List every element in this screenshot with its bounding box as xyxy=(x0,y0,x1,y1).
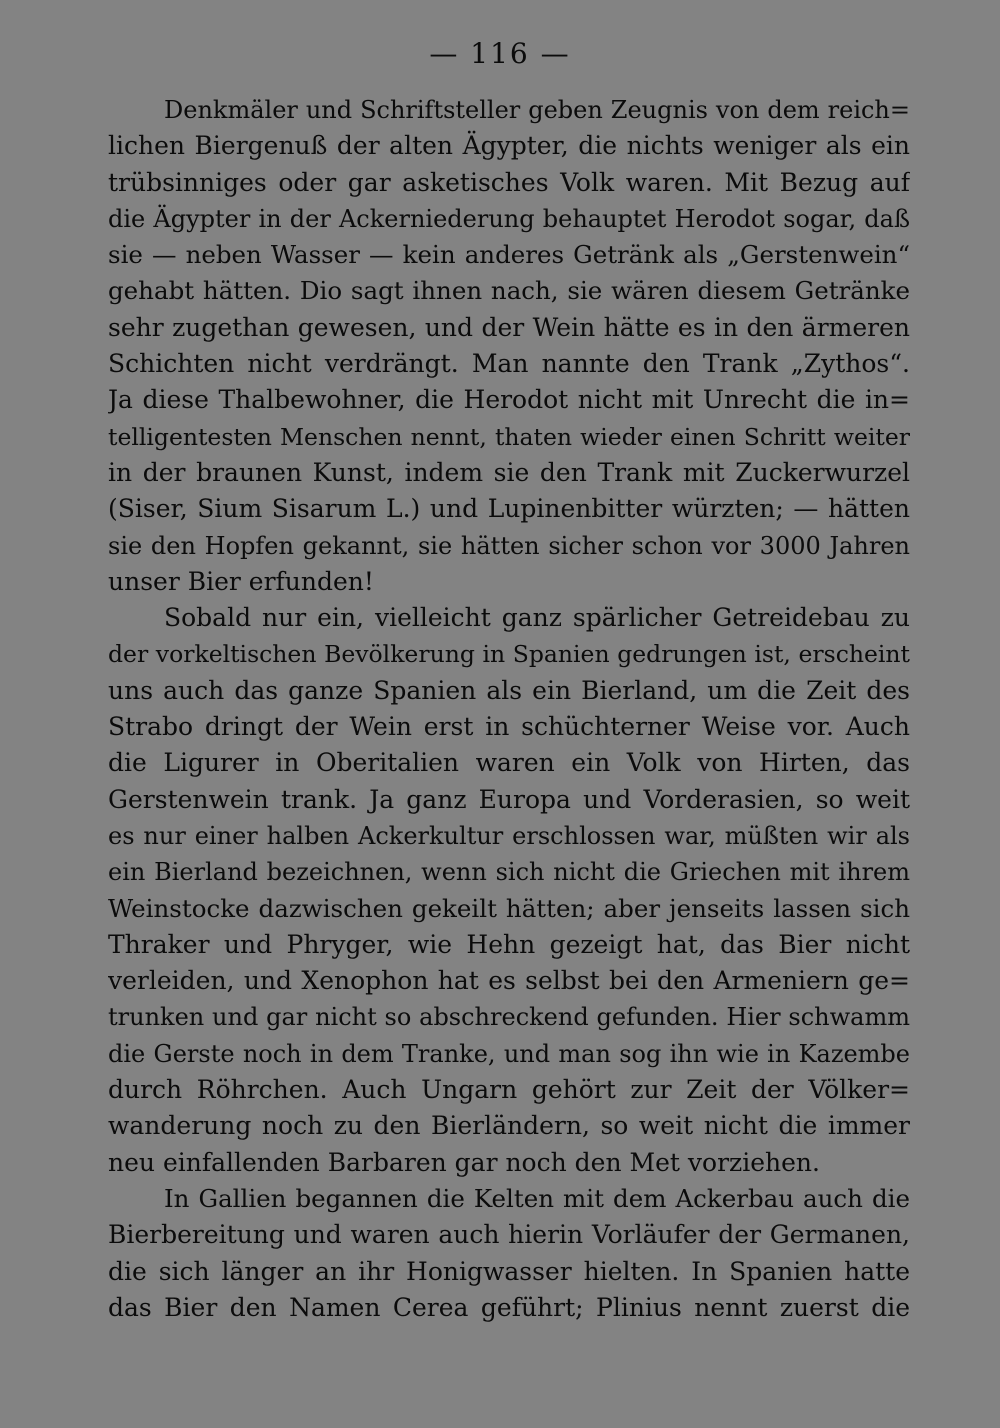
text-line: Sobald nur ein, vielleicht ganz spärlicher Getreidebau zu xyxy=(164,603,910,633)
text-line: lichen Biergenuß der alten Ägypter, die nichts weniger als ein xyxy=(108,131,910,161)
text-line: Denkmäler und Schriftsteller geben Zeugnis von dem reich= xyxy=(164,96,910,124)
text-line: die Gerste noch in dem Tranke, und man sog ihn wie in Kazembe xyxy=(108,1039,910,1068)
text-line: gehabt hätten. Dio sagt ihnen nach, sie wären diesem Getränke xyxy=(108,276,910,306)
text-line: In Gallien begannen die Kelten mit dem Ackerbau auch die xyxy=(164,1183,910,1213)
text-line: ein Bierland bezeichnen, wenn sich nicht die Griechen mit ihrem xyxy=(108,858,910,887)
text-line: sehr zugethan gewesen, und der Wein hätte es in den ärmeren xyxy=(108,312,910,342)
text-line: die Ligurer in Oberitalien waren ein Volk von Hirten, das xyxy=(108,748,910,778)
text-line: Gerstenwein trank. Ja ganz Europa und Vorderasien, so weit xyxy=(108,784,910,814)
text-line: (Siser, Sium Sisarum L.) und Lupinenbitter würzten; — hätten xyxy=(108,494,910,524)
text-line: die Ägypter in der Ackerniederung behauptet Herodot sogar, daß xyxy=(108,204,910,233)
text-line: Thraker und Phryger, wie Hehn gezeigt hat, das Bier nicht xyxy=(108,929,910,959)
text-line: Strabo dringt der Wein erst in schüchterner Weise vor. Auch xyxy=(108,712,910,742)
text-line: uns auch das ganze Spanien als ein Bierland, um die Zeit des xyxy=(108,675,910,705)
text-line: trunken und gar nicht so abschreckend gefunden. Hier schwamm xyxy=(108,1003,910,1032)
text-line: das Bier den Namen Cerea geführt; Plinius nennt zuerst die xyxy=(108,1292,910,1322)
text-line: unser Bier erfunden! xyxy=(108,566,374,596)
text-line: trübsinniges oder gar asketisches Volk waren. Mit Bezug auf xyxy=(108,167,910,197)
text-line: Ja diese Thalbewohner, die Herodot nicht mit Unrecht die in= xyxy=(108,385,910,415)
text-line: telligentesten Menschen nennt, thaten wieder einen Schritt weiter xyxy=(108,422,910,451)
text-line: Bierbereitung und waren auch hierin Vorläufer der Germanen, xyxy=(108,1220,910,1250)
text-line: Weinstocke dazwischen gekeilt hätten; aber jenseits lassen sich xyxy=(108,893,910,923)
text-line: es nur einer halben Ackerkultur erschlossen war, müßten wir als xyxy=(108,821,910,850)
text-line: wanderung noch zu den Bierländern, so weit nicht die immer xyxy=(108,1111,910,1141)
body-text xyxy=(108,92,910,1326)
text-line: in der braunen Kunst, indem sie den Trank mit Zuckerwurzel xyxy=(108,457,910,487)
text-line: Schichten nicht verdrängt. Man nannte den Trank „Zythos“. xyxy=(108,349,910,379)
text-line: durch Röhrchen. Auch Ungarn gehört zur Zeit der Völker= xyxy=(108,1075,910,1105)
page-number: — 116 — xyxy=(429,37,571,70)
text-line: die sich länger an ihr Honigwasser hielten. In Spanien hatte xyxy=(108,1256,910,1286)
text-line: sie den Hopfen gekannt, sie hätten sicher schon vor 3000 Jahren xyxy=(108,531,910,560)
text-line: sie — neben Wasser — kein anderes Getränk als „Gerstenwein“ xyxy=(108,240,910,270)
text-line: der vorkeltischen Bevölkerung in Spanien gedrungen ist, erscheint xyxy=(108,640,910,669)
text-line: verleiden, und Xenophon hat es selbst bei den Armeniern ge= xyxy=(108,966,910,996)
text-line: neu einfallenden Barbaren gar noch den Met vorziehen. xyxy=(108,1147,820,1177)
